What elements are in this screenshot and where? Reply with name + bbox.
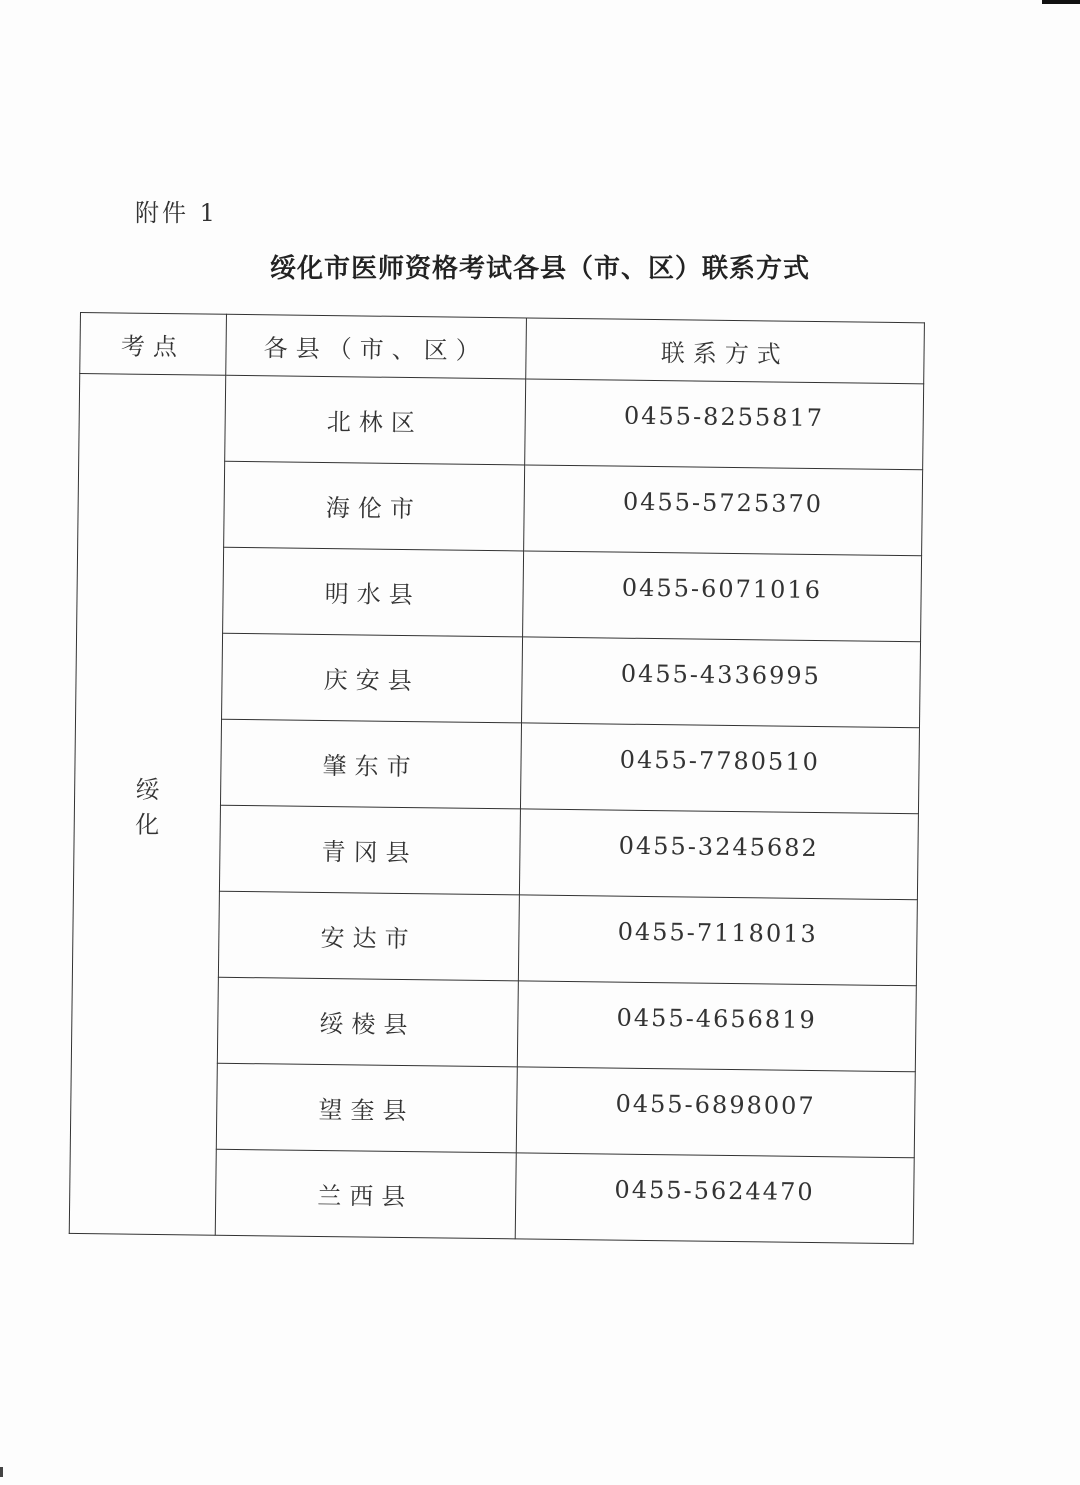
phone-number: 0455-7780510 <box>619 745 821 776</box>
contact-table <box>69 312 925 1244</box>
county-cell: 肇东市 <box>220 719 521 809</box>
header-county: 各县（市、区） <box>226 314 526 379</box>
table-header-row <box>80 313 925 384</box>
county-cell: 青冈县 <box>219 805 520 895</box>
phone-number: 0455-7118013 <box>617 917 818 948</box>
phone-number: 0455-5725370 <box>622 487 824 518</box>
phone-cell <box>523 465 923 556</box>
scan-edge-dot <box>0 1467 3 1477</box>
phone-number: 0455-6898007 <box>615 1089 816 1120</box>
phone-number: 0455-6071016 <box>621 573 823 604</box>
county-cell: 兰西县 <box>215 1149 516 1239</box>
county-cell: 北林区 <box>225 375 526 465</box>
phone-cell <box>524 379 924 470</box>
phone-cell <box>516 1067 916 1158</box>
exam-site-cell: 绥化 <box>69 374 225 1236</box>
contact-table-wrapper <box>69 312 930 1244</box>
county-cell: 庆安县 <box>221 633 522 723</box>
phone-number: 0455-4656819 <box>616 1003 817 1034</box>
scan-edge-mark <box>1042 0 1080 4</box>
phone-cell <box>522 551 922 642</box>
county-cell: 绥棱县 <box>217 977 518 1067</box>
county-cell: 海伦市 <box>224 461 525 551</box>
phone-cell <box>515 1153 915 1244</box>
document-title: 绥化市医师资格考试各县（市、区）联系方式 <box>269 254 810 284</box>
attachment-label: 附件 1 <box>135 199 218 227</box>
phone-cell <box>521 637 921 728</box>
table-row <box>79 374 924 470</box>
phone-number: 0455-5624470 <box>614 1175 815 1206</box>
county-cell: 安达市 <box>218 891 519 981</box>
county-cell: 明水县 <box>222 547 523 637</box>
phone-cell <box>518 895 918 986</box>
phone-cell <box>517 981 917 1072</box>
phone-cell <box>519 809 919 900</box>
phone-number: 0455-4336995 <box>620 659 822 690</box>
phone-number: 0455-3245682 <box>618 831 819 862</box>
header-contact: 联系方式 <box>525 318 924 384</box>
county-cell: 望奎县 <box>216 1063 517 1153</box>
phone-number: 0455-8255817 <box>623 401 825 432</box>
header-exam-site: 考点 <box>80 313 227 376</box>
phone-cell <box>520 723 920 814</box>
